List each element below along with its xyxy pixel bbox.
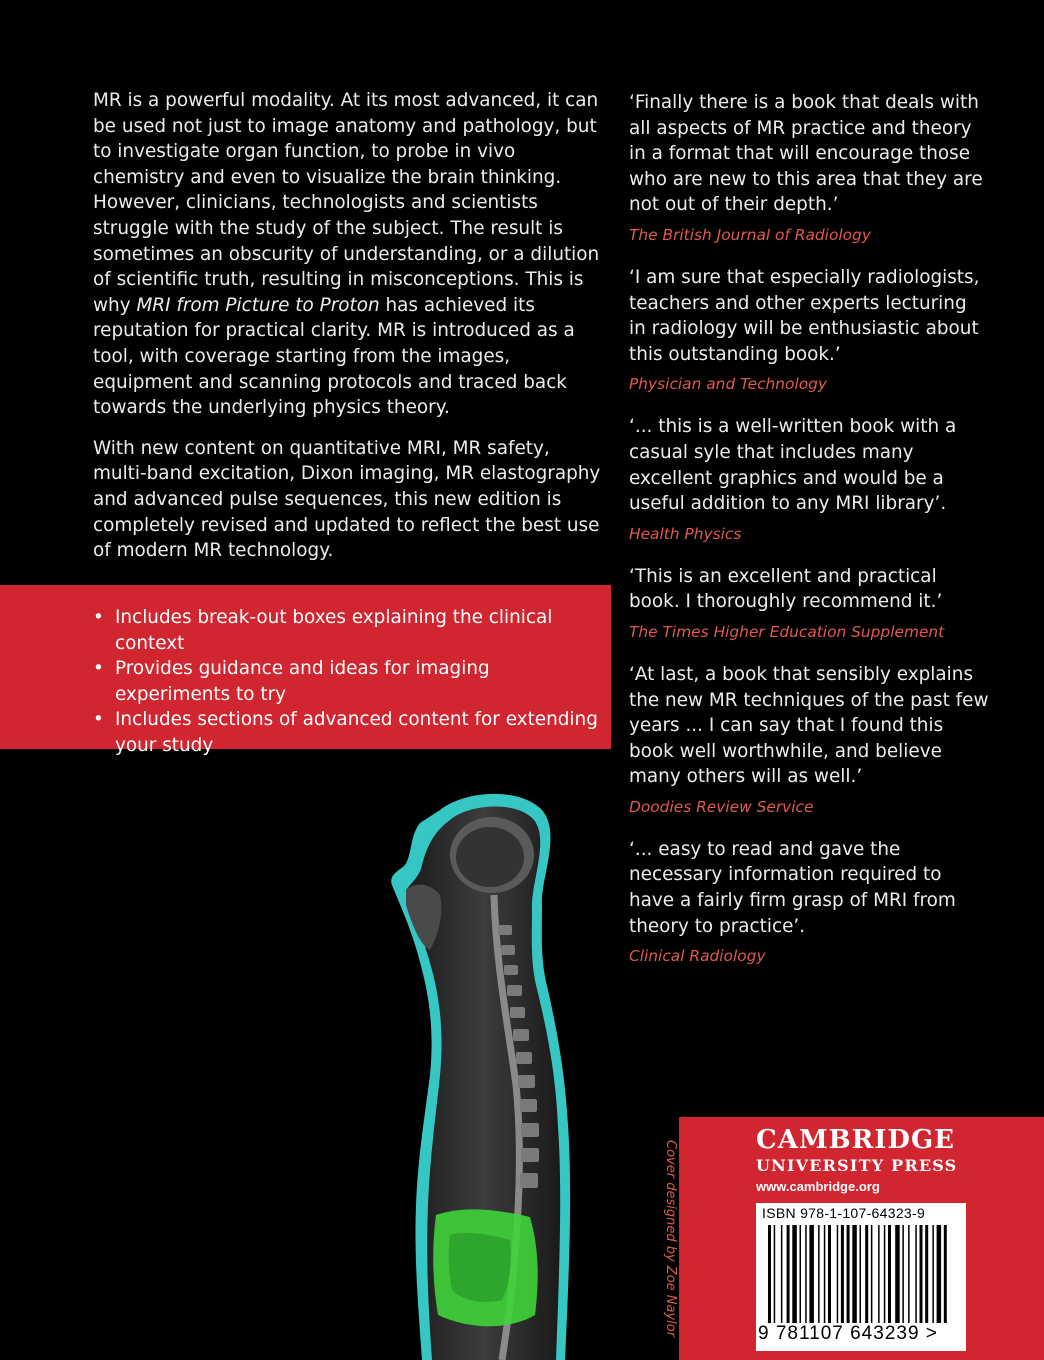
feature-item: • Provides guidance and ideas for imaging experiments to try bbox=[93, 656, 605, 707]
barcode bbox=[756, 1203, 966, 1351]
publisher-url: www.cambridge.org bbox=[756, 1179, 880, 1194]
review-quote: ‘... easy to read and gave the necessary information required to have a fairly firm grasp of MRI from theory to practice’. bbox=[629, 838, 956, 937]
review-source: Doodies Review Service bbox=[629, 797, 814, 816]
publisher-name-line1: CAMBRIDGE bbox=[756, 1125, 955, 1155]
review-source: Clinical Radiology bbox=[629, 947, 766, 966]
features-list bbox=[0, 585, 611, 759]
feature-item: • Includes break-out boxes explaining the clinical context bbox=[93, 605, 605, 656]
review-source: The British Journal of Radiology bbox=[629, 225, 871, 244]
review-quote: ‘Finally there is a book that deals with all aspects of MR practice and theory in a format that will encourage those who are new to this area that they are not out of their depth.’ bbox=[629, 92, 983, 216]
review-source: Health Physics bbox=[629, 524, 742, 543]
review-quote: ‘This is an excellent and practical book. I thoroughly recommend it.’ bbox=[629, 565, 943, 613]
review-source: Physician and Technology bbox=[629, 375, 828, 394]
blurb bbox=[93, 88, 603, 579]
mri-spine-image bbox=[370, 785, 640, 1360]
blurb-text-a: MR is a powerful modality. At its most advanced, it can be used not just to image anatomy and pathology, but to investigate organ function, to probe in vivo chemistry and even to visualize the brain thinking. However, clinicians, technologists and scientists struggle with the study of the subject. The result is sometimes an obscurity of understanding, or a dilution of scientific truth, resulting in misconceptions. This is why bbox=[93, 90, 600, 316]
blurb-paragraph-1 bbox=[93, 88, 603, 421]
features-box bbox=[0, 585, 611, 756]
blurb-text-b: has achieved its reputation for practical clarity. MR is introduced as a tool, with coverage starting from the images, equipment and scanning protocols and traced back towards the underlying physics theory. bbox=[93, 294, 575, 419]
blurb-paragraph-2: With new content on quantitative MRI, MR safety, multi-band excitation, Dixon imaging, MR elastography and advanced pulse sequences, this new edition is completely revised and updated to reflect the best use of modern MR technology. bbox=[93, 437, 601, 562]
feature-item: • Includes sections of advanced content for extending your study bbox=[93, 707, 605, 758]
publisher-box bbox=[679, 1117, 1044, 1360]
isbn-label: ISBN 978-1-107-64323-9 bbox=[762, 1205, 926, 1221]
review-quote: ‘I am sure that especially radiologists, teachers and other experts lecturing in radiology will be enthusiastic about this outstanding book.’ bbox=[629, 266, 980, 365]
publisher-name-line2: UNIVERSITY PRESS bbox=[756, 1156, 958, 1175]
publisher-logo bbox=[756, 1125, 957, 1175]
cover-credit: Cover designed by Zoe Naylor bbox=[663, 1140, 678, 1338]
book-title: MRI from Picture to Proton bbox=[136, 294, 380, 316]
review-source: The Times Higher Education Supplement bbox=[629, 622, 945, 641]
review-quote: ‘... this is a well-written book with a casual syle that includes many excellent graphics and would be a useful addition to any MRI library’. bbox=[629, 416, 957, 515]
barcode-digits: 9 781107 643239 > bbox=[758, 1323, 938, 1344]
reviews bbox=[629, 90, 989, 986]
review-quote: ‘At last, a book that sensibly explains the new MR techniques of the past few years ... I can say that I found this book well worthwhile, and believe many others will as well.’ bbox=[629, 663, 989, 788]
barcode-bars-icon bbox=[768, 1225, 954, 1323]
